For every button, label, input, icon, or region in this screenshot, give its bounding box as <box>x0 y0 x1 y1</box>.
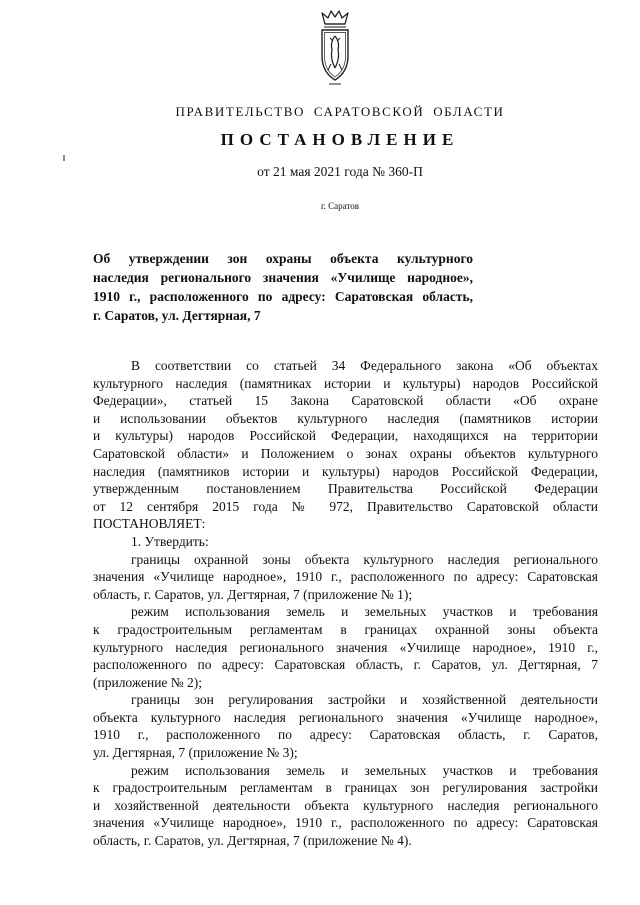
subject-line: 1910 г., расположенного по адресу: Саратовская область, <box>93 289 473 304</box>
body-line: Саратовской области» и Положением о зонах охраны объектов культурного <box>93 445 598 461</box>
body-line: границы зон регулирования застройки и хозяйственной деятельности <box>131 692 598 708</box>
body-line: и культуры) народов Российской Федерации, находящихся на территории <box>93 428 598 444</box>
document-type: ПОСТАНОВЛЕНИЕ <box>220 130 460 149</box>
body-line: к градостроительным регламентам в границах охранной зоны объекта <box>93 621 598 637</box>
body-line: 1. Утвердить: <box>131 533 209 549</box>
body-line: режим использования земель и земельных участков и требования <box>131 762 598 778</box>
body-line: ПОСТАНОВЛЯЕТ: <box>93 516 206 532</box>
body-line: режим использования земель и земельных участков и требования <box>131 604 598 620</box>
subject-line: г. Саратов, ул. Дегтярная, 7 <box>93 308 261 323</box>
body-line: значения «Училище народное», 1910 г., расположенного по адресу: Саратовская <box>93 569 598 585</box>
body-line: значения «Училище народное», 1910 г., расположенного по адресу: Саратовская <box>93 815 598 831</box>
subject-line: наследия регионального значения «Училище народное», <box>93 270 473 285</box>
document-date-number: от 21 мая 2021 года № 360-П <box>257 164 423 179</box>
body-line: расположенного по адресу: Саратовская область, г. Саратов, ул. Дегтярная, 7 <box>93 657 598 673</box>
body-line: культурного наследия (памятниках истории и культуры) народов Российской <box>93 375 598 391</box>
subject-line: Об утверждении зон охраны объекта культурного <box>93 251 473 266</box>
body-line: В соответствии со статьей 34 Федерального закона «Об объектах <box>131 358 598 373</box>
body-line: Федерации», статьей 15 Закона Саратовской области «Об охране <box>93 393 598 409</box>
body-line: 1910 г., расположенного по адресу: Саратовская область, г. Саратов, <box>93 727 598 743</box>
margin-mark <box>63 155 65 161</box>
document-subject <box>93 249 473 325</box>
body-line: к градостроительным регламентам в границах зон регулирования застройки <box>93 780 598 796</box>
body-line: наследия (памятников истории и культуры) народов Российской Федерации, <box>93 463 598 479</box>
body-line: границы охранной зоны объекта культурного наследия регионального <box>131 551 598 567</box>
government-title: ПРАВИТЕЛЬСТВО САРАТОВСКОЙ ОБЛАСТИ <box>175 104 505 119</box>
document-city: г. Саратов <box>321 201 359 211</box>
saratov-coat-of-arms-icon <box>316 8 354 88</box>
body-line: область, г. Саратов, ул. Дегтярная, 7 (приложение № 1); <box>93 586 413 602</box>
body-line: объекта культурного наследия регионального значения «Училище народное», <box>93 709 598 725</box>
body-line: (приложение № 2); <box>93 674 203 690</box>
body-line: ул. Дегтярная, 7 (приложение № 3); <box>93 745 298 761</box>
body-line: область, г. Саратов, ул. Дегтярная, 7 (приложение № 4). <box>93 833 412 849</box>
body-line: от 12 сентября 2015 года № 972, Правительство Саратовской области <box>93 498 598 514</box>
body-line: и использовании объектов культурного наследия (памятников истории <box>93 410 598 426</box>
body-line: культурного наследия регионального значения «Училище народное», 1910 г., <box>93 639 598 655</box>
body-line: и хозяйственной деятельности объекта культурного наследия регионального <box>93 797 598 813</box>
body-line: утвержденным постановлением Правительства Российской Федерации <box>93 481 598 497</box>
document-body <box>93 357 598 850</box>
